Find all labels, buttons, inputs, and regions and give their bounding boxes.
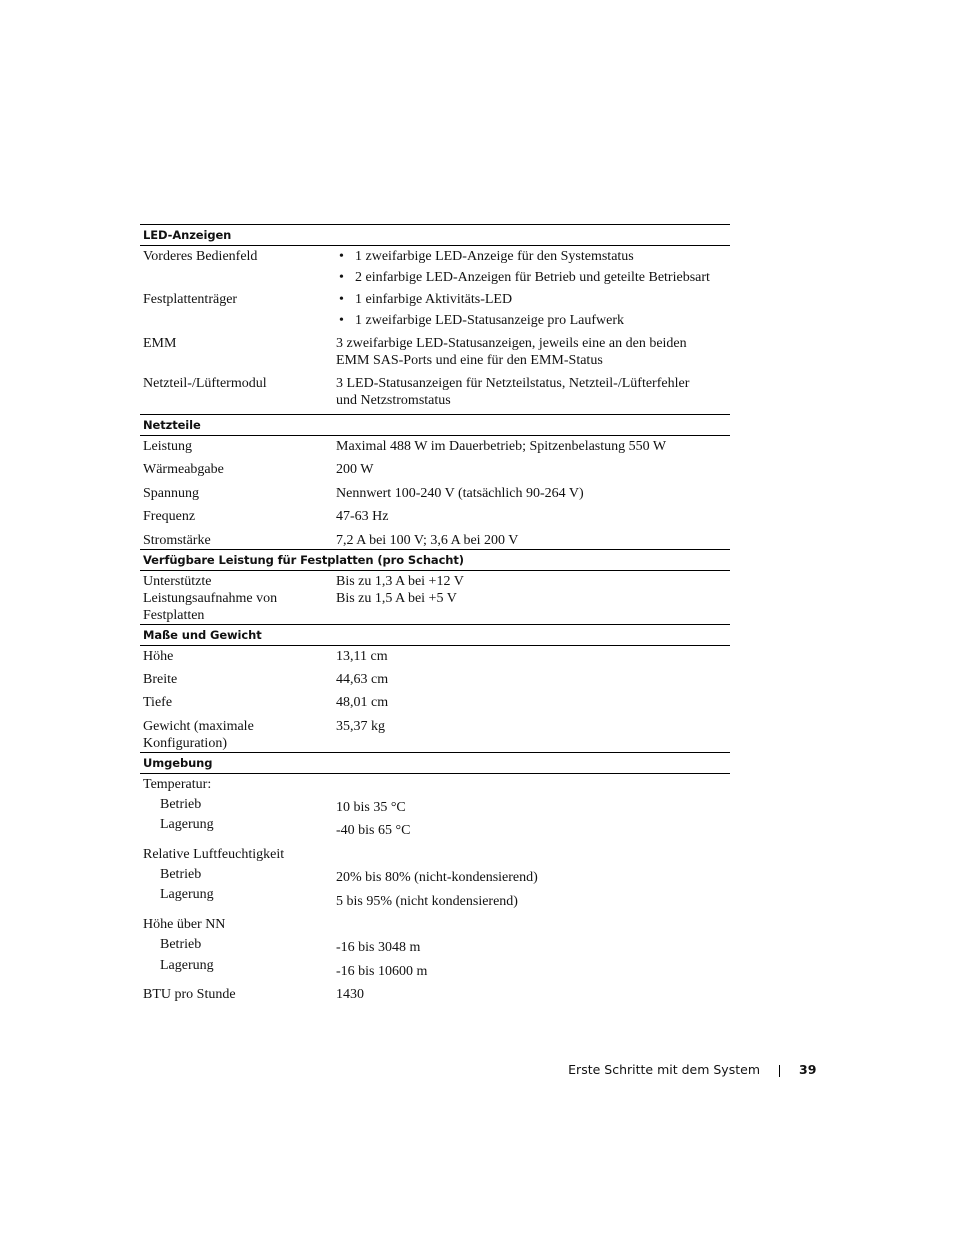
row-label: BTU pro Stunde xyxy=(143,987,236,1002)
row-value: 3 LED-Statusanzeigen für Netzteilstatus, Netzteil-/Lüfterfehler xyxy=(336,376,690,391)
row-value: 47-63 Hz xyxy=(336,509,389,524)
row-label: Festplattenträger xyxy=(143,292,238,307)
row-dimension xyxy=(140,694,730,711)
row-sublabel: Betrieb xyxy=(160,937,202,952)
row-power xyxy=(140,485,730,502)
row-label: Temperatur: xyxy=(143,777,212,792)
row-btu xyxy=(140,986,730,1003)
bullet-item: 2 einfarbige LED-Anzeigen für Betrieb und geteilte Betriebsart xyxy=(355,270,710,285)
footer-title: Erste Schritte mit dem System xyxy=(568,1062,760,1077)
row-power xyxy=(140,438,730,455)
row-label: Festplatten xyxy=(143,608,205,623)
bullet-item: 1 zweifarbige LED-Anzeige für den Systemstatus xyxy=(355,249,634,264)
row-value: 7,2 A bei 100 V; 3,6 A bei 200 V xyxy=(336,533,519,548)
row-value: 44,63 cm xyxy=(336,672,389,687)
row-value: und Netzstromstatus xyxy=(336,393,451,408)
row-label: Konfiguration) xyxy=(143,736,227,751)
row-power xyxy=(140,461,730,478)
section-header-environment: Umgebung xyxy=(140,752,730,774)
row-value: 1430 xyxy=(336,987,364,1002)
row-value: Bis zu 1,3 A bei +12 V xyxy=(336,574,464,589)
row-value: 20% bis 80% (nicht-kondensierend) xyxy=(336,870,538,885)
row-sublabel: Lagerung xyxy=(160,817,214,832)
row-power xyxy=(140,532,730,549)
row-temperature xyxy=(140,776,730,839)
spec-table xyxy=(140,224,730,1003)
row-label: EMM xyxy=(143,336,177,351)
row-value: 10 bis 35 °C xyxy=(336,800,406,815)
bullet-item: 1 einfarbige Aktivitäts-LED xyxy=(355,292,513,307)
row-label: Wärmeabgabe xyxy=(143,462,224,477)
section-header-drive-power: Verfügbare Leistung für Festplatten (pro Schacht) xyxy=(140,549,730,571)
row-sublabel: Lagerung xyxy=(160,958,214,973)
row-emm xyxy=(140,335,730,369)
row-power xyxy=(140,508,730,525)
row-dimension xyxy=(140,648,730,665)
row-value: Maximal 488 W im Dauerbetrieb; Spitzenbelastung 550 W xyxy=(336,439,667,454)
row-value: 13,11 cm xyxy=(336,649,388,664)
row-value: 3 zweifarbige LED-Statusanzeigen, jeweils eine an den beiden xyxy=(336,336,687,351)
row-value: 35,37 kg xyxy=(336,719,385,734)
row-label: Tiefe xyxy=(143,695,173,710)
section-header-led: LED-Anzeigen xyxy=(140,224,730,246)
section-header-dimensions: Maße und Gewicht xyxy=(140,624,730,646)
row-value: Bis zu 1,5 A bei +5 V xyxy=(336,591,457,606)
row-sublabel: Betrieb xyxy=(160,797,202,812)
row-weight xyxy=(140,718,730,752)
row-humidity xyxy=(140,846,730,910)
row-sublabel: Lagerung xyxy=(160,887,214,902)
row-label: Breite xyxy=(143,672,178,687)
section-header-power: Netzteile xyxy=(140,414,730,436)
row-value: 48,01 cm xyxy=(336,695,389,710)
row-label: Frequenz xyxy=(143,509,196,524)
row-value: -40 bis 65 °C xyxy=(336,823,411,838)
row-label: Höhe xyxy=(143,649,174,664)
row-label: Spannung xyxy=(143,486,199,501)
row-value: EMM SAS-Ports und eine für den EMM-Status xyxy=(336,353,603,368)
row-value: -16 bis 3048 m xyxy=(336,940,421,955)
row-label: Höhe über NN xyxy=(143,917,226,932)
row-sublabel: Betrieb xyxy=(160,867,202,882)
row-dimension xyxy=(140,671,730,688)
row-label: Gewicht (maximale xyxy=(143,719,254,734)
row-altitude xyxy=(140,916,730,980)
row-label: Netzteil-/Lüftermodul xyxy=(143,376,267,391)
row-label: Leistung xyxy=(143,439,192,454)
row-front-panel: Vorderes Bedienfeld • 1 zweifarbige LED-Anzeige für den Systemstatus • 2 einfarbige LED-Anzeigen für Betrieb und geteilte Betriebsart xyxy=(140,248,730,286)
row-value: 5 bis 95% (nicht kondensierend) xyxy=(336,894,518,909)
bullet-item: 1 zweifarbige LED-Statusanzeige pro Laufwerk xyxy=(355,313,624,328)
row-label: Stromstärke xyxy=(143,533,211,548)
row-label: Vorderes Bedienfeld xyxy=(143,249,258,264)
row-drive-power xyxy=(140,573,730,624)
row-drive-carrier: Festplattenträger • 1 einfarbige Aktivitäts-LED • 1 zweifarbige LED-Statusanzeige pro Laufwerk xyxy=(140,291,730,329)
page-number: 39 xyxy=(799,1062,817,1077)
row-label: Unterstützte xyxy=(143,574,212,589)
row-label: Leistungsaufnahme von xyxy=(143,591,278,606)
row-value: Nennwert 100-240 V (tatsächlich 90-264 V) xyxy=(336,486,584,501)
row-psu xyxy=(140,375,730,409)
row-value: -16 bis 10600 m xyxy=(336,964,428,979)
footer-separator xyxy=(779,1065,780,1077)
row-label: Relative Luftfeuchtigkeit xyxy=(143,847,285,862)
row-value: 200 W xyxy=(336,462,374,477)
